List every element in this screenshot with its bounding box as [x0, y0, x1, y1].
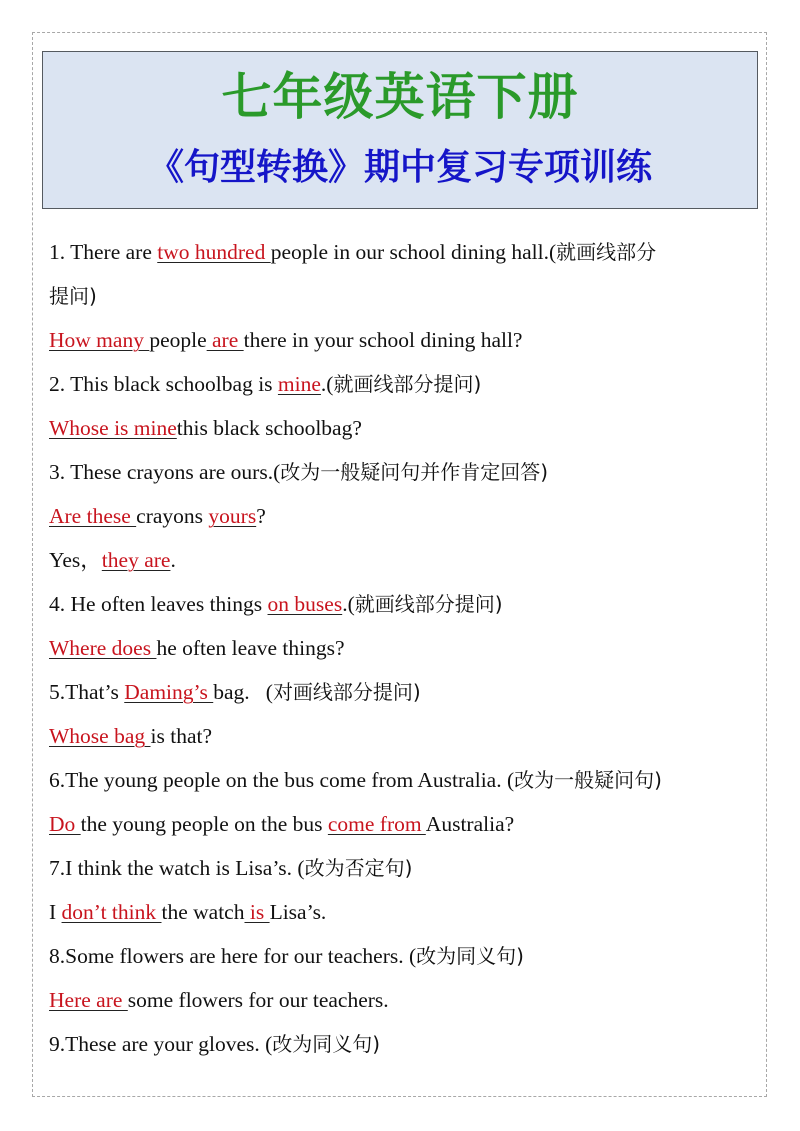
- answer-3-reply: Yes，they are.: [49, 548, 176, 572]
- question-7: 7.I think the watch is Lisa’s. (改为否定句): [49, 856, 413, 880]
- answer-4: Where does he often leave things?: [49, 636, 345, 660]
- instruction: 就画线部分: [556, 240, 657, 264]
- answer-blank: yours: [208, 504, 257, 528]
- instruction: 改为同义句): [416, 944, 524, 968]
- answer-blank: is: [244, 900, 270, 924]
- answer-blank: Where does: [49, 636, 157, 660]
- underlined-part: on buses: [267, 592, 343, 616]
- exercise-list: [49, 230, 759, 1066]
- answer-blank: Here are: [49, 988, 128, 1012]
- answer-blank: Whose bag: [49, 724, 151, 748]
- underlined-part: two hundred: [157, 240, 271, 264]
- question-2: 2. This black schoolbag is mine.(就画线部分提问): [49, 372, 482, 396]
- underlined-part: mine: [277, 372, 321, 396]
- answer-3: Are these crayons yours?: [49, 504, 266, 528]
- instruction: 就画线部分提问): [333, 372, 482, 396]
- answer-blank: come from: [327, 812, 426, 836]
- answer-blank: Are these: [49, 504, 137, 528]
- answer-7: I don’t think the watch is Lisa’s.: [49, 900, 327, 924]
- question-8: 8.Some flowers are here for our teachers. (改为同义句): [49, 944, 524, 968]
- underlined-part: Daming’s: [124, 680, 214, 704]
- question-9: 9.These are your gloves. (改为同义句): [49, 1032, 381, 1056]
- answer-5: Whose bag is that?: [49, 724, 212, 748]
- page-subtitle: 《句型转换》期中复习专项训练: [147, 146, 652, 188]
- question-1-cont: [49, 274, 759, 318]
- header-banner: [42, 51, 758, 209]
- question-5: 5.That’s Daming’s bag. (对画线部分提问): [49, 680, 421, 704]
- answer-blank: they are: [101, 548, 171, 572]
- answer-8: Here are some flowers for our teachers.: [49, 988, 389, 1012]
- answer-blank: don’t think: [61, 900, 162, 924]
- question-4: 4. He often leaves things on buses.(就画线部分提问): [49, 592, 503, 616]
- answer-blank: are: [206, 328, 244, 352]
- answer-blank: How many: [49, 328, 150, 352]
- answer-1: How many people are there in your school dining hall?: [49, 328, 523, 352]
- instruction: 改为一般疑问句): [514, 768, 662, 792]
- page-title: 七年级英语下册: [221, 67, 579, 126]
- answer-blank: Do: [49, 812, 81, 836]
- instruction: 对画线部分提问): [272, 680, 421, 704]
- question-6: 6.The young people on the bus come from Australia. (改为一般疑问句): [49, 768, 662, 792]
- answer-blank: Whose is mine: [49, 416, 177, 440]
- question-3: 3. These crayons are ours.(改为一般疑问句并作肯定回答): [49, 460, 549, 484]
- instruction: 改为否定句): [304, 856, 413, 880]
- answer-6: Do the young people on the bus come from Australia?: [49, 812, 515, 836]
- instruction: 改为同义句): [272, 1032, 381, 1056]
- answer-2: Whose is minethis black schoolbag?: [49, 416, 362, 440]
- instruction: 就画线部分提问): [354, 592, 503, 616]
- instruction: 改为一般疑问句并作肯定回答): [280, 460, 549, 484]
- question-1: 1. There are two hundred people in our school dining hall.(就画线部分: [49, 240, 657, 264]
- instruction: 提问): [49, 284, 97, 308]
